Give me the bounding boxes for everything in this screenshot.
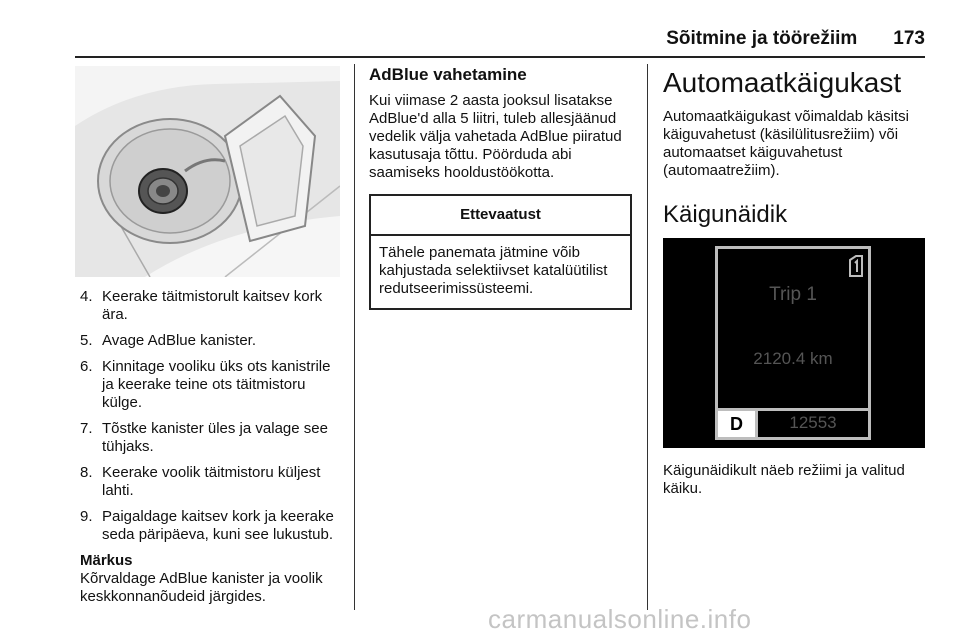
fuel-filler-photo — [75, 66, 340, 277]
list-item: 8. Keerake voolik täitmistoru küljest lahti. — [80, 464, 321, 499]
section-paragraph: Kui viimase 2 aasta jooksul lisatakse AdBlue'd alla 5 liitri, tuleb allesjäänud vedelik välja vahetada AdBlue piiratud kasutusaja tõttu. Pöörduda abi saamiseks hooldustöökotta. — [369, 92, 622, 181]
list-item: 6. Kinnitage vooliku üks ots kanistrile ja keerake teine ots täitmistoru külge. — [80, 358, 331, 411]
header-rule — [75, 56, 925, 58]
middle-column — [369, 66, 632, 310]
warning-title: Ettevaatust — [371, 196, 630, 236]
warning-box — [369, 194, 632, 310]
trip-distance: 2120.4 km — [753, 349, 833, 368]
display-caption: Käigunäidikult näeb režiimi ja valitud käiku. — [663, 462, 905, 497]
warning-text: Tähele panemata jätmine võib kahjustada selektiivset katalüütilist redutseerimissüsteemi. — [379, 244, 608, 297]
column-divider-2 — [647, 64, 648, 610]
right-column — [663, 66, 925, 230]
chapter-paragraph: Automaatkäigukast võimaldab käsitsi käiguvahetust (käsilülitusrežiim) või automaatset käiguvahetust (automaatrežiim). — [663, 108, 909, 179]
list-item: 7. Tõstke kanister üles ja valage see tühjaks. — [80, 420, 328, 455]
note-title: Märkus — [80, 552, 133, 569]
fuel-filler-illustration — [75, 66, 340, 277]
list-item: 5. Avage AdBlue kanister. — [80, 332, 256, 349]
note-text: Kõrvaldage AdBlue kanister ja voolik keskkonnanõudeid järgides. — [80, 570, 323, 605]
column-divider-1 — [354, 64, 355, 610]
gear-indicator-display — [663, 238, 925, 448]
subsection-heading: Käigunäidik — [663, 201, 788, 228]
watermark: carmanualsonline.info — [488, 604, 752, 634]
list-item: 9. Paigaldage kaitsev kork ja keerake seda päripäeva, kuni see lukustub. — [80, 508, 334, 543]
odometer-value: 12553 — [789, 413, 837, 432]
section-heading: AdBlue vahetamine — [369, 65, 527, 84]
instruction-steps — [80, 288, 342, 606]
page-number: 173 — [893, 28, 925, 49]
list-item: 4. Keerake täitmistorult kaitsev kork ära. — [80, 288, 323, 323]
chapter-heading: Automaatkäigukast — [663, 67, 902, 98]
display-frame — [715, 246, 871, 440]
gear-indicator: D — [718, 411, 758, 437]
trip-label: Trip 1 — [769, 284, 817, 305]
page-one-icon — [848, 255, 864, 277]
page-header — [666, 28, 925, 50]
section-title: Sõitmine ja töörežiim — [666, 28, 858, 49]
